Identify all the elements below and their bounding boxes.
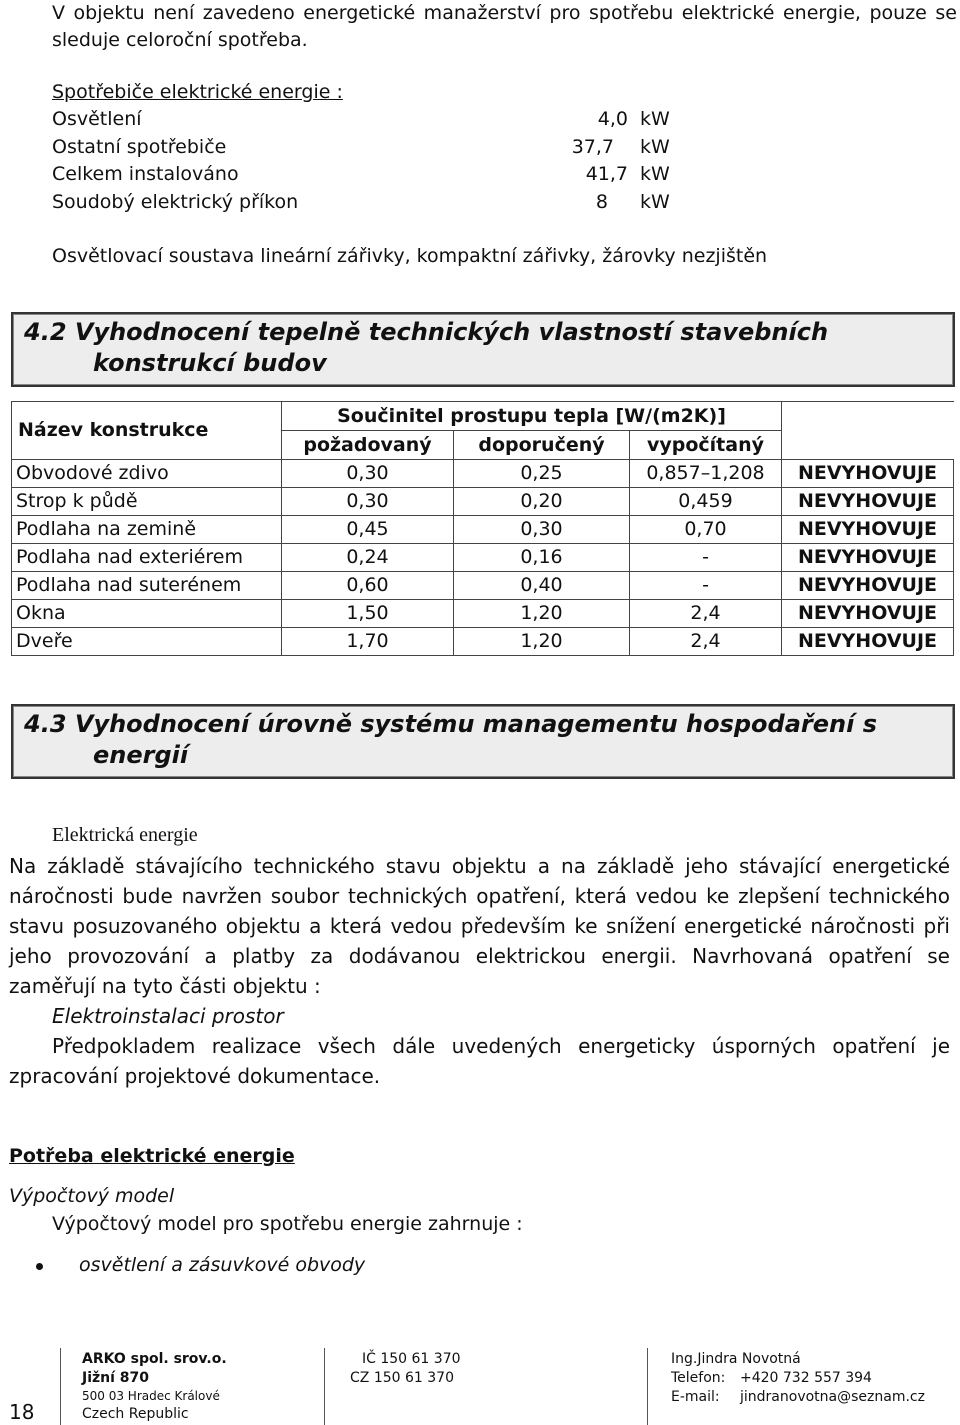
consumer-label: Ostatní spotřebiče — [52, 136, 227, 158]
table-row — [12, 488, 954, 516]
consumer-unit: kW — [640, 163, 670, 185]
footer-divider — [324, 1348, 325, 1425]
footer-email-label: E-mail: — [671, 1389, 720, 1405]
row-status: NEVYHOVUJE — [782, 516, 954, 544]
row-recommended: 0,40 — [454, 572, 630, 600]
row-recommended: 0,16 — [454, 544, 630, 572]
row-status: NEVYHOVUJE — [782, 572, 954, 600]
footer-street: Jižní 870 — [82, 1370, 150, 1386]
row-required: 0,45 — [282, 516, 454, 544]
row-status: NEVYHOVUJE — [782, 544, 954, 572]
footer-divider — [60, 1348, 61, 1425]
page-number: 18 — [9, 1400, 35, 1424]
row-status: NEVYHOVUJE — [782, 600, 954, 628]
consumer-label: Osvětlení — [52, 108, 142, 130]
row-required: 0,30 — [282, 460, 454, 488]
intro-paragraph: V objektu není zavedeno energetické manažerství pro spotřebu elektrické energie, pouze se sleduje celoroční spotřeba. — [52, 2, 957, 51]
consumer-value: 4,0 — [597, 108, 628, 130]
model-text: Výpočtový model pro spotřebu energie zahrnuje : — [52, 1213, 523, 1235]
demand-heading: Potřeba elektrické energie — [9, 1145, 295, 1167]
model-title: Výpočtový model — [9, 1185, 175, 1207]
row-name: Obvodové zdivo — [12, 460, 282, 488]
consumer-label: Celkem instalováno — [52, 163, 239, 185]
footer-city: 500 03 Hradec Králové — [82, 1389, 220, 1403]
row-calculated: 0,70 — [630, 516, 782, 544]
footer-company: ARKO spol. srov.o. — [82, 1351, 227, 1367]
table-subheader: doporučený — [454, 431, 630, 460]
row-calculated: 0,857–1,208 — [630, 460, 782, 488]
row-name: Dveře — [12, 628, 282, 656]
electric-paragraph-2: Předpokladem realizace všech dále uvedených energeticky úsporných opatření je zpracování projektové dokumentace. — [9, 1034, 950, 1088]
electric-subheading: Elektroinstalaci prostor — [52, 1004, 284, 1028]
consumer-value: 37,7 — [571, 136, 614, 158]
row-name: Podlaha nad exteriérem — [12, 544, 282, 572]
thermal-properties-table — [11, 401, 954, 656]
row-required: 0,30 — [282, 488, 454, 516]
consumer-value: 41,7 — [585, 163, 628, 185]
section-heading-4-2 — [11, 312, 955, 387]
row-recommended: 1,20 — [454, 628, 630, 656]
row-recommended: 0,30 — [454, 516, 630, 544]
row-required: 0,24 — [282, 544, 454, 572]
footer-cz: CZ 150 61 370 — [350, 1370, 454, 1386]
section-heading-line: 4.2 Vyhodnocení tepelně technických vlastností stavebních — [24, 318, 829, 346]
table-row — [12, 600, 954, 628]
row-calculated: - — [630, 544, 782, 572]
footer-divider — [647, 1348, 648, 1425]
row-required: 1,70 — [282, 628, 454, 656]
row-name: Podlaha na zemině — [12, 516, 282, 544]
row-required: 0,60 — [282, 572, 454, 600]
section-heading-line: 4.3 Vyhodnocení úrovně systému managementu hospodaření s — [24, 710, 877, 738]
consumer-unit: kW — [640, 136, 670, 158]
consumer-label: Soudobý elektrický příkon — [52, 191, 299, 213]
footer-email[interactable]: jindranovotna@seznam.cz — [740, 1389, 925, 1405]
row-status: NEVYHOVUJE — [782, 460, 954, 488]
consumer-unit: kW — [640, 191, 670, 213]
table-subheader: požadovaný — [282, 431, 454, 460]
electric-heading: Elektrická energie — [52, 824, 198, 846]
bullet-icon — [36, 1263, 43, 1270]
consumer-unit: kW — [640, 108, 670, 130]
row-name: Strop k půdě — [12, 488, 282, 516]
footer-phone: +420 732 557 394 — [740, 1370, 872, 1386]
row-calculated: 2,4 — [630, 600, 782, 628]
footer-person: Ing.Jindra Novotná — [671, 1351, 801, 1367]
section-heading-line: konstrukcí budov — [93, 349, 327, 377]
bullet-item: osvětlení a zásuvkové obvody — [79, 1254, 366, 1276]
row-recommended: 0,25 — [454, 460, 630, 488]
row-recommended: 0,20 — [454, 488, 630, 516]
row-calculated: 0,459 — [630, 488, 782, 516]
footer-country: Czech Republic — [82, 1406, 189, 1422]
lighting-note: Osvětlovací soustava lineární zářivky, kompaktní zářivky, žárovky nezjištěn — [52, 245, 768, 267]
table-header-empty — [782, 402, 954, 460]
row-name: Podlaha nad suterénem — [12, 572, 282, 600]
footer-ic: IČ 150 61 370 — [362, 1351, 461, 1367]
row-status: NEVYHOVUJE — [782, 488, 954, 516]
row-status: NEVYHOVUJE — [782, 628, 954, 656]
table-row — [12, 572, 954, 600]
table-header-name: Název konstrukce — [12, 402, 282, 460]
row-calculated: - — [630, 572, 782, 600]
table-row — [12, 628, 954, 656]
row-recommended: 1,20 — [454, 600, 630, 628]
table-header-group: Součinitel prostupu tepla [W/(m2K)] — [282, 402, 782, 431]
table-row — [12, 516, 954, 544]
row-name: Okna — [12, 600, 282, 628]
consumers-title: Spotřebiče elektrické energie : — [52, 81, 343, 103]
consumer-value: 8 — [595, 191, 608, 213]
section-heading-line: energií — [93, 741, 189, 769]
section-heading-4-3 — [11, 704, 955, 779]
table-row — [12, 460, 954, 488]
table-row — [12, 544, 954, 572]
row-required: 1,50 — [282, 600, 454, 628]
row-calculated: 2,4 — [630, 628, 782, 656]
electric-paragraph: Na základě stávajícího technického stavu objektu a na základě jeho stávající energetické náročnosti bude navržen soubor technických opatření, která vedou ke zlepšení technického stavu posuzovaného objektu a která vedou především ke snížení energetické náročnosti při jeho provozování a platby za dodávanou elektrickou energii. Navrhovaná opatření se zaměřují na tyto části objektu : — [9, 854, 950, 998]
footer-phone-label: Telefon: — [671, 1370, 726, 1386]
table-subheader: vypočítaný — [630, 431, 782, 460]
